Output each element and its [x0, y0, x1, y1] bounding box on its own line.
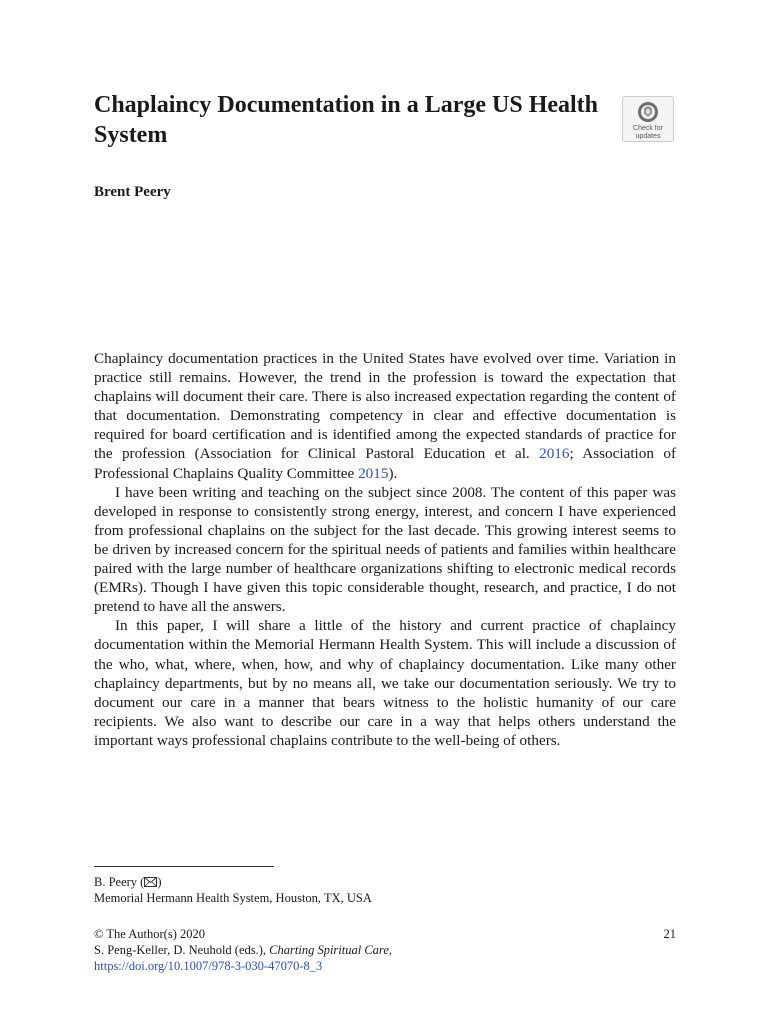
citation-link-2016[interactable]: 2016	[539, 445, 570, 463]
citation-link-2015[interactable]: 2015	[358, 464, 389, 482]
page-number: 21	[663, 927, 676, 941]
footnote-divider	[94, 866, 274, 867]
paragraph-1-text-a: Chaplaincy documentation practices in the United States have evolved over time. Variation in practice still remains. However, the trend in the profession is toward the expectation that chaplains will document their care. There is also increased expectation regarding the content of that documentation. Demonstrating competency in clear and effective documentation is required for board certification and is identified among the expected standards of practice for the profession (Association for Clinical Pastoral Education et al.	[94, 350, 676, 463]
book-citation	[94, 942, 392, 958]
book-editors: S. Peng-Keller, D. Neuhold (eds.),	[94, 943, 270, 957]
badge-label-line2: updates	[635, 133, 661, 140]
book-title: Charting Spiritual Care	[269, 943, 389, 957]
copyright-line: © The Author(s) 2020	[94, 927, 205, 941]
author-name: Brent Peery	[94, 184, 171, 200]
paragraph-3: In this paper, I will share a little of the history and current practice of chaplaincy documentation within the Memorial Hermann Health System. This will include a discussion of the who, what, where, when, how, and why of chaplaincy documentation. Like many other chaplaincy departments, but by no means all, we take our documentation seriously. We try to document our care in a manner that bears witness to the holistic humanity of our care recipients. We also want to describe our care in a way that helps others understand the important ways professional chaplains contribute to the well-being of others.	[94, 617, 676, 749]
chapter-body	[94, 349, 676, 750]
footnote-author-close: )	[157, 875, 162, 889]
footnote-affiliation: Memorial Hermann Health System, Houston, TX, USA	[94, 891, 372, 905]
check-for-updates-badge[interactable]	[622, 96, 674, 142]
mail-icon[interactable]	[144, 877, 157, 887]
paragraph-1-text-c: ).	[388, 464, 398, 482]
chapter-title: Chaplaincy Documentation in a Large US Health System	[94, 92, 599, 148]
paragraph-2: I have been writing and teaching on the subject since 2008. The content of this paper was developed in response to consistently strong energy, interest, and concern I have experienced from professional chaplains on the subject for the last decade. This growing interest seems to be driven by increased concern for the spiritual needs of patients and families within healthcare paired with the large number of healthcare organizations shifting to electronic medical records (EMRs). Though I have given this topic considerable thought, research, and practice, I do not pretend to have all the answers.	[94, 483, 676, 616]
book-suffix: ,	[388, 943, 392, 957]
paragraph-1-text-b: ; Association of Professional Chaplains Quality Committee	[94, 445, 677, 482]
footnote-author	[94, 874, 162, 890]
doi-link[interactable]: https://doi.org/10.1007/978-3-030-47070-8_3	[94, 959, 323, 973]
check-for-updates-icon	[635, 100, 661, 124]
paragraph-1	[94, 349, 676, 483]
footnote-author-name: B. Peery (	[94, 875, 145, 889]
badge-label-line1: Check for	[633, 125, 663, 132]
